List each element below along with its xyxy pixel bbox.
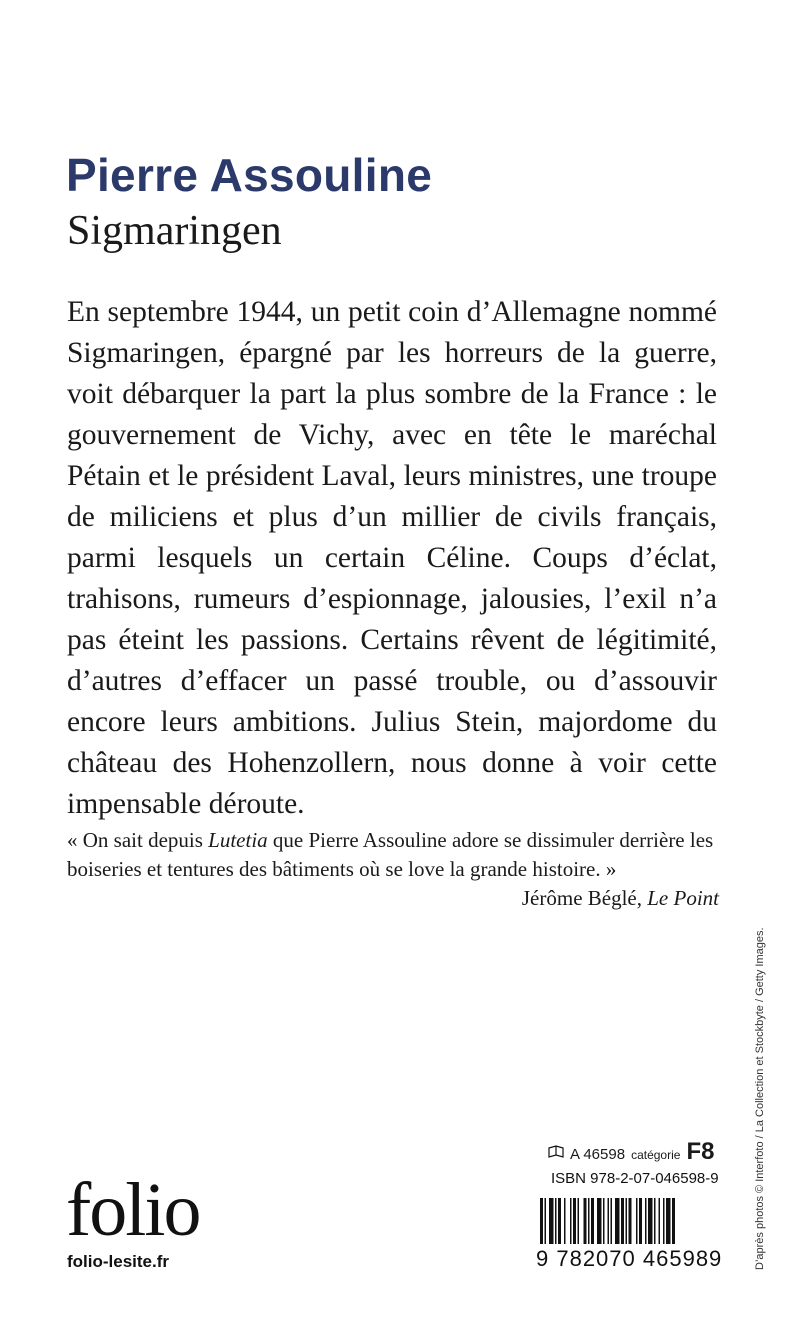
quote-source [67,884,719,913]
barcode-bar [654,1198,656,1244]
isbn-text: ISBN 978-2-07-046598-9 [551,1170,719,1187]
category-code: F8 [686,1138,715,1165]
author-name: Pierre Assouline [66,149,433,201]
publisher-site: folio-lesite.fr [67,1252,170,1271]
quote-italic: Lutetia [208,828,268,852]
barcode-bar [645,1198,647,1244]
barcode-bar [591,1198,594,1244]
barcode-bar [608,1198,610,1244]
quote-source-pub: Le Point [647,886,719,910]
barcode-bar [659,1198,661,1244]
barcode-bar [545,1198,547,1244]
barcode-bar [603,1198,605,1244]
barcode-bar [588,1198,590,1244]
barcode-bar [666,1198,671,1244]
barcode-bar [663,1198,665,1244]
barcode-bar [626,1198,628,1244]
barcode-bar [672,1198,675,1244]
barcode-bar [648,1198,653,1244]
barcode-bar [584,1198,587,1244]
barcode-bar [621,1198,624,1244]
barcode-bar [636,1198,638,1244]
quote-source-name: Jérôme Béglé, [521,886,648,910]
barcode-bar [573,1198,576,1244]
barcode-bar [549,1198,554,1244]
quote-open: « On sait depuis [67,828,209,852]
barcode-bar [578,1198,580,1244]
barcode-bar [564,1198,566,1244]
barcode-bar [558,1198,561,1244]
press-quote [67,826,719,913]
barcode-bar [597,1198,602,1244]
catalog-ref: A 46598 [570,1146,626,1163]
blurb-text: En septembre 1944, un petit coin d’Allemagne nommé Sigmaringen, épargné par les horreurs de la guerre, voit débarquer la part la plus sombre de la France : le gouvernement de Vichy, avec en tête le maréchal Pétain et le président Laval, leurs ministres, une troupe de miliciens et plus d’un millier de civils français, parmi lesquels un certain Céline. Coups d’éclat, trahisons, rumeurs d’espionnage, jalousies, l’exil n’a pas éteint les passions. Certains rêvent de légitimité, d’autres d’effacer un passé trouble, ou d’assouvir encore leurs ambitions. Julius Stein, majordome du château des Hohenzollern, nous donne à voir cette impensable déroute. [67,296,717,820]
barcode-bar [611,1198,613,1244]
barcode-bar [629,1198,632,1244]
barcode-bar [555,1198,557,1244]
catalog-row [548,1138,720,1166]
barcode-digits: 9 782070 465989 [536,1246,723,1271]
book-title: Sigmaringen [67,208,282,254]
barcode-bar [570,1198,572,1244]
category-label: catégorie [631,1148,681,1162]
barcode-bar [639,1198,642,1244]
book-icon [548,1145,564,1162]
barcode-bar [540,1198,543,1244]
photo-credit: D’après photos © Interfoto / La Collection et Stockbyte / Getty Images. [754,927,766,1270]
barcode-bar [615,1198,620,1244]
quote-rest: que Pierre Assouline adore se dissimuler derrière les boiseries et tentures des bâtiments où se love la grande histoire. » [67,828,714,881]
folio-logo: folio [66,1168,200,1252]
